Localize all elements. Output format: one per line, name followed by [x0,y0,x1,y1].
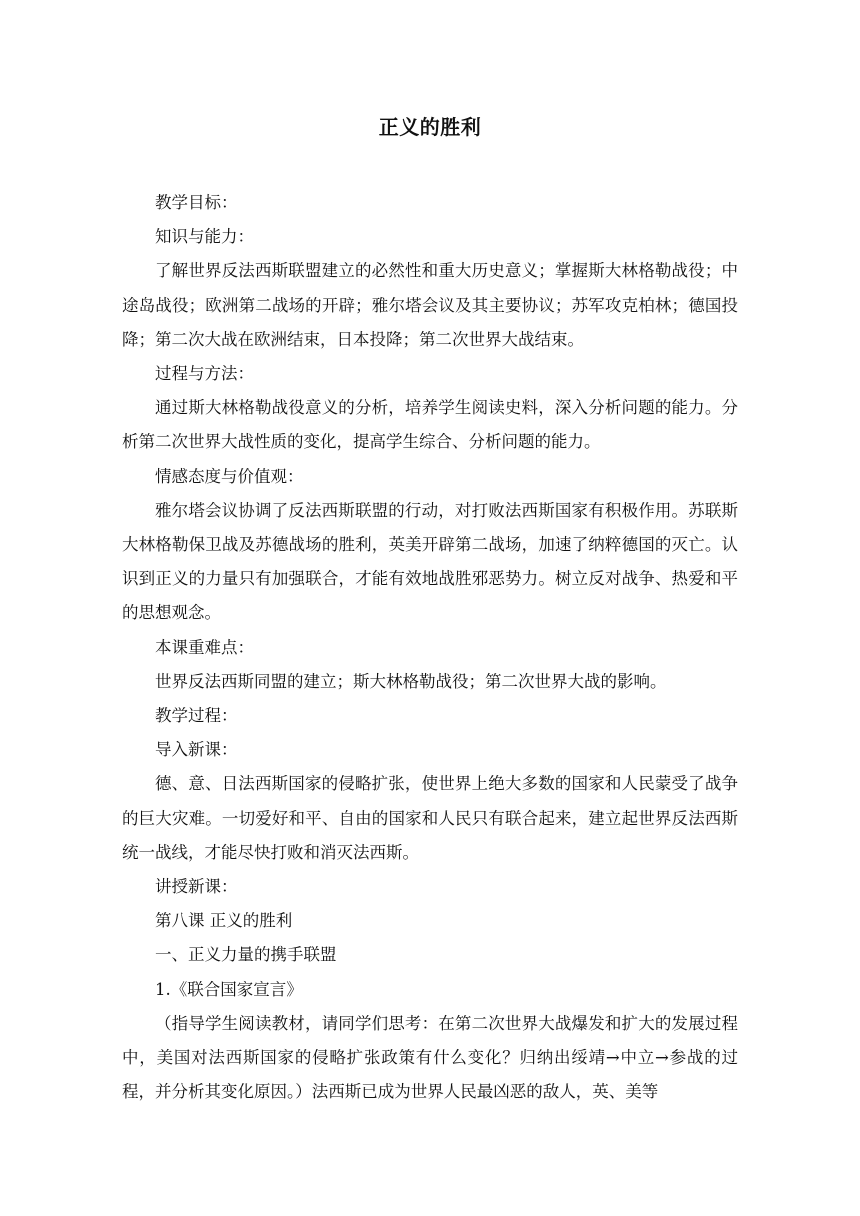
paragraph-attitude-content: 雅尔塔会议协调了反法西斯联盟的行动，对打败法西斯国家有积极作用。苏联斯大林格勒保卫战及苏德战场的胜利，英美开辟第二战场，加速了纳粹德国的灭亡。认识到正义的力量只有加强联合，才能有效地战胜邪恶势力。树立反对战争、热爱和平的思想观念。 [122,500,738,623]
document-body [122,186,738,1109]
paragraph-teaching-goals: 教学目标： [155,193,238,212]
paragraph-teaching-process: 教学过程： [155,706,238,726]
paragraph-subsection-heading: 1.《联合国家宣言》 [155,979,303,999]
paragraph-intro-content: 德、意、日法西斯国家的侵略扩张，使世界上绝大多数的国家和人民蒙受了战争的巨大灾难。一切爱好和平、自由的国家和人民只有联合起来，建立起世界反法西斯统一战线，才能尽快打败和消灭法西斯。 [122,774,738,862]
paragraph-key-points-heading: 本课重难点： [155,637,254,657]
paragraph-attitude-heading: 情感态度与价值观： [155,466,304,486]
paragraph-new-lesson-heading: 讲授新课： [155,877,238,897]
paragraph-key-points-content: 世界反法西斯同盟的建立；斯大林格勒战役；第二次世界大战的影响。 [155,671,667,691]
document-title: 正义的胜利 [378,115,482,139]
paragraph-section-heading: 一、正义力量的携手联盟 [155,945,337,965]
paragraph-process-heading: 过程与方法： [155,364,254,384]
paragraph-lesson-title: 第八课 正义的胜利 [155,911,293,931]
paragraph-intro-heading: 导入新课： [155,740,238,760]
paragraph-discussion-content: （指导学生阅读教材，请同学们思考：在第二次世界大战爆发和扩大的发展过程中，美国对法西斯国家的侵略扩张政策有什么变化？归纳出绥靖→中立→参战的过程，并分析其变化原因。）法西斯已成为世界人民最凶恶的敌人，英、美等 [122,1013,738,1102]
paragraph-knowledge-heading: 知识与能力： [155,227,254,247]
paragraph-process-content: 通过斯大林格勒战役意义的分析，培养学生阅读史料，深入分析问题的能力。分析第二次世界大战性质的变化，提高学生综合、分析问题的能力。 [122,398,738,452]
paragraph-knowledge-content: 了解世界反法西斯联盟建立的必然性和重大历史意义；掌握斯大林格勒战役；中途岛战役；欧洲第二战场的开辟；雅尔塔会议及其主要协议；苏军攻克柏林；德国投降；第二次大战在欧洲结束，日本投降；第二次世界大战结束。 [122,261,738,349]
